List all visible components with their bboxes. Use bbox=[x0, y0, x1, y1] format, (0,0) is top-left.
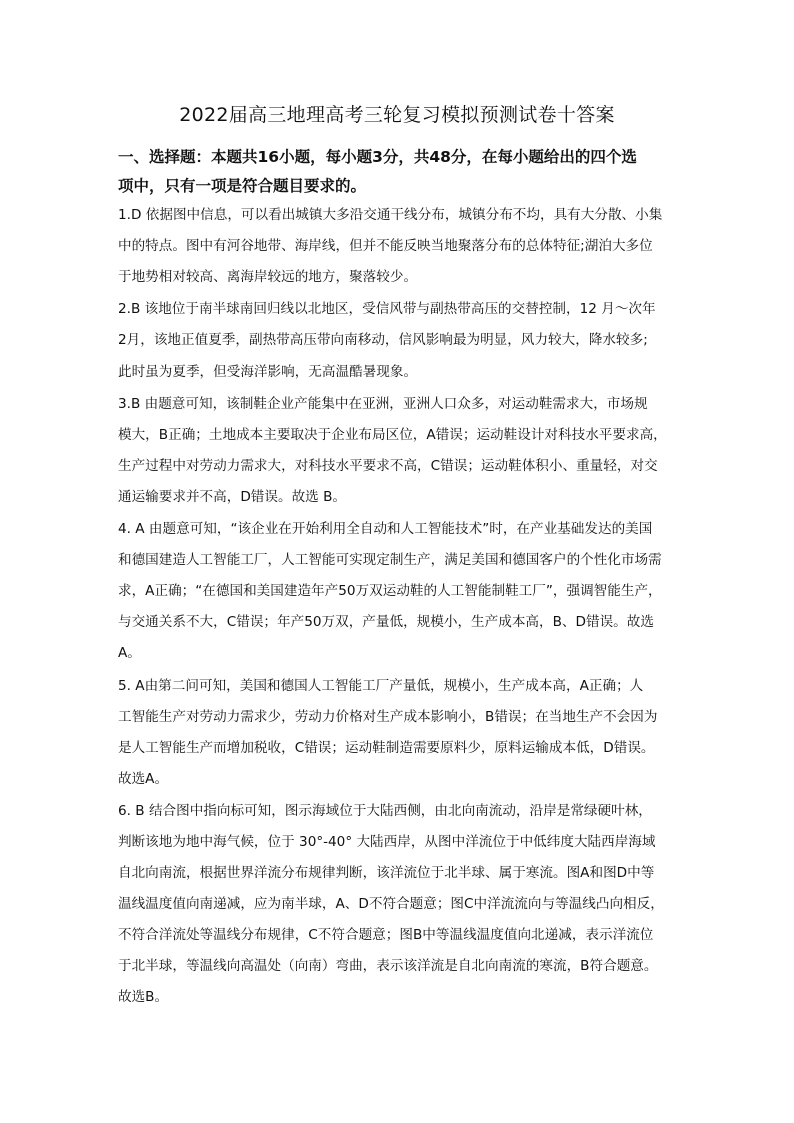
answer-2-line-1: 2.B 该地位于南半球南回归线以北地区，受信风带与副热带高压的交替控制，12 月～次年 bbox=[118, 301, 656, 317]
answer-4-line-2: 和德国建造人工智能工厂，人工智能可实现定制生产，满足美国和德国客户的个性化市场需 bbox=[118, 552, 662, 568]
answer-5-line-3: 是人工智能生产而增加税收，C错误；运动鞋制造需要原料少，原料运输成本低，D错误。 bbox=[118, 740, 655, 756]
answer-3-line-4: 通运输要求并不高，D错误。故选 B。 bbox=[118, 489, 347, 505]
answer-5-line-4: 故选A。 bbox=[118, 771, 169, 787]
section-heading-line-2: 项中，只有一项是符合题目要求的。 bbox=[118, 177, 367, 195]
page-title: 2022届高三地理高考三轮复习模拟预测试卷十答案 bbox=[179, 104, 615, 126]
answer-3-line-3: 生产过程中对劳动力需求大，对科技水平要求不高，C错误；运动鞋体积小、重量轻，对交 bbox=[118, 458, 658, 474]
answer-4-line-1: 4. A 由题意可知，“该企业在开始利用全自动和人工智能技术”时，在产业基础发达的美国 bbox=[118, 521, 653, 537]
answer-2-line-2: 2月，该地正值夏季，副热带高压带向南移动，信风影响最为明显，风力较大，降水较多; bbox=[118, 332, 648, 348]
answer-1-line-1: 1.D 依据图中信息，可以看出城镇大多沿交通干线分布，城镇分布不均，具有大分散、小集 bbox=[118, 207, 663, 223]
answer-6-line-2: 判断该地为地中海气候，位于 30°-40° 大陆西岸，从图中洋流位于中低纬度大陆西岸海域 bbox=[118, 834, 656, 850]
answer-4-line-3: 求，A正确；“在德国和美国建造年产50万双运动鞋的人工智能制鞋工厂”，强调智能生产， bbox=[118, 583, 662, 599]
answer-6-line-3: 自北向南流，根据世界洋流分布规律判断，该洋流位于北半球、属于寒流。图A和图D中等 bbox=[118, 865, 655, 881]
answer-6-line-6: 于北半球，等温线向高温处（向南）弯曲，表示该洋流是自北向南流的寒流，B符合题意。 bbox=[118, 958, 658, 974]
answer-5-line-2: 工智能生产对劳动力需求少，劳动力价格对生产成本影响小，B错误；在当地生产不会因为 bbox=[118, 709, 658, 725]
answer-4-line-4: 与交通关系不大，C错误；年产50万双，产量低，规模小，生产成本高，B、D错误。故选 bbox=[118, 614, 654, 630]
section-heading-line-1: 一、选择题：本题共16小题，每小题3分，共48分，在每小题给出的四个选 bbox=[118, 148, 637, 166]
answer-6-line-7: 故选B。 bbox=[118, 989, 169, 1005]
answer-6-line-1: 6. B 结合图中指向标可知，图示海域位于大陆西侧，由北向南流动，沿岸是常绿硬叶林， bbox=[118, 803, 652, 819]
answer-6-line-4: 温线温度值向南递减，应为南半球，A、D不符合题意；图C中洋流流向与等温线凸向相反， bbox=[118, 896, 664, 912]
answer-4-line-5: A。 bbox=[118, 645, 141, 661]
answer-3-line-2: 模大，B正确；土地成本主要取决于企业布局区位，A错误；运动鞋设计对科技水平要求高， bbox=[118, 427, 667, 443]
answer-6-line-5: 不符合洋流处等温线分布规律，C不符合题意；图B中等温线温度值向北递减，表示洋流位 bbox=[118, 927, 654, 943]
answer-3-line-1: 3.B 由题意可知，该制鞋企业产能集中在亚洲，亚洲人口众多，对运动鞋需求大，市场规 bbox=[118, 396, 648, 412]
answer-1-line-2: 中的特点。图中有河谷地带、海岸线，但并不能反映当地聚落分布的总体特征;湖泊大多位 bbox=[118, 238, 653, 254]
answer-2-line-3: 此时虽为夏季，但受海洋影响，无高温酷暑现象。 bbox=[118, 364, 418, 380]
answer-1-line-3: 于地势相对较高、离海岸较远的地方，聚落较少。 bbox=[118, 269, 418, 285]
answer-5-line-1: 5. A由第二问可知，美国和德国人工智能工厂产量低，规模小，生产成本高，A正确；人 bbox=[118, 678, 644, 694]
